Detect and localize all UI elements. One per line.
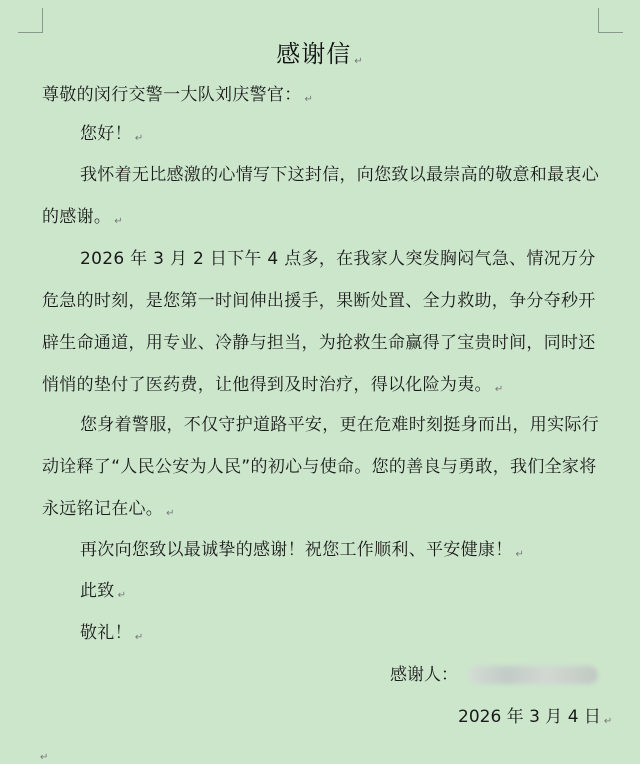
margin-corner-top-right — [598, 8, 623, 33]
closing-line-2 — [42, 612, 602, 659]
closing-2-text: 敬礼！ — [80, 623, 132, 643]
greeting — [42, 113, 602, 160]
closing-line-1 — [42, 570, 602, 617]
letter-title — [0, 34, 640, 69]
title-text: 感谢信 — [276, 40, 352, 68]
paragraph-3-text: 您身着警服，不仅守护道路平安，更在危难时刻挺身而出，用实际行动诠释了“人民公安为人民”的初心与使命。您的善良与勇敢，我们全家将永远铭记在心。 — [42, 415, 599, 519]
body-paragraph-2 — [42, 238, 602, 411]
paragraph-4-text: 再次向您致以最诚挚的感谢！祝您工作顺利、平安健康！ — [80, 540, 513, 560]
paragraph-mark: ↵ — [40, 752, 49, 763]
paragraph-mark: ↵ — [515, 549, 525, 560]
signer-line — [390, 654, 605, 696]
body-paragraph-3 — [42, 404, 602, 535]
date-text: 2026 年 3 月 4 日 — [458, 707, 601, 727]
body-paragraph-4 — [42, 529, 602, 576]
margin-corner-top-left — [18, 8, 43, 33]
paragraph-mark: ↵ — [494, 384, 504, 395]
paragraph-1-text: 我怀着无比感激的心情写下这封信，向您致以最崇高的敬意和最衷心的感谢。 — [42, 165, 599, 227]
greeting-text: 您好！ — [80, 124, 132, 144]
body-paragraph-1 — [42, 154, 602, 243]
paragraph-2-text: 2026 年 3 月 2 日下午 4 点多，在我家人突发胸闷气急、情况万分危急的时刻，是您第一时间伸出援手，果断处置、全力救助，争分夺秒开辟生命通道，用专业、冷静与担当，为抢救生命赢得了宝贵时间，同时还悄悄的垫付了医药费，让他得到及时治疗，得以化险为夷。 — [42, 249, 596, 395]
paragraph-mark: ↵ — [354, 56, 364, 67]
closing-1-text: 此致 — [80, 581, 115, 601]
letter-date — [458, 696, 612, 743]
paragraph-mark: ↵ — [134, 133, 144, 144]
paragraph-mark: ↵ — [117, 590, 127, 601]
redacted-name — [468, 666, 598, 684]
paragraph-mark: ↵ — [603, 716, 613, 727]
paragraph-mark: ↵ — [134, 632, 144, 643]
signer-label: 感谢人： — [390, 665, 458, 685]
paragraph-mark: ↵ — [304, 94, 314, 105]
paragraph-mark: ↵ — [114, 216, 123, 227]
salutation-text: 尊敬的闵行交警一大队刘庆警官： — [42, 85, 302, 105]
paragraph-mark: ↵ — [166, 508, 175, 519]
